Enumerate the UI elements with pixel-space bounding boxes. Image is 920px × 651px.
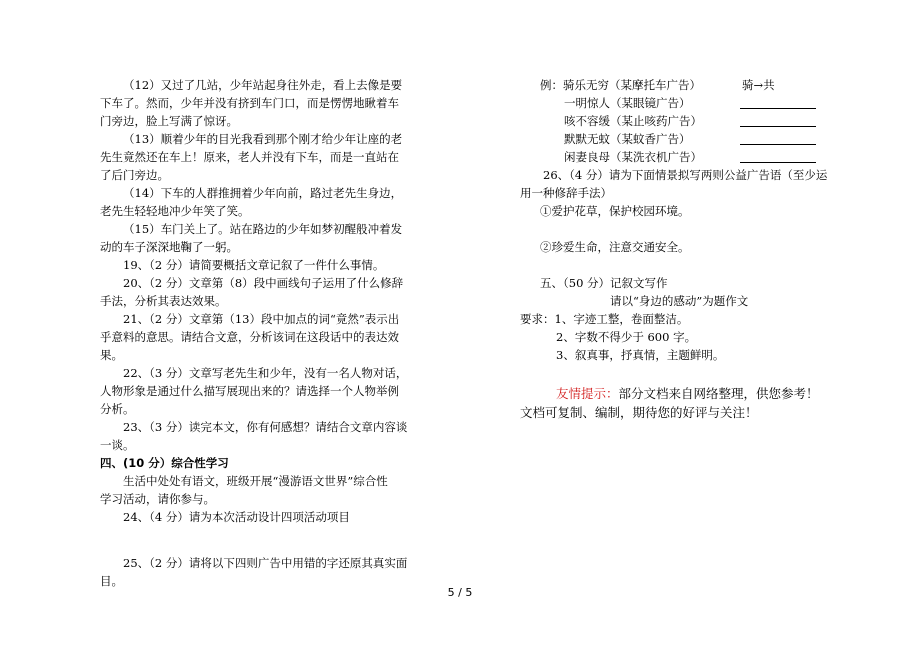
scenario-1: ①爱护花草，保护校园环境。	[540, 204, 690, 218]
right-column	[520, 76, 850, 364]
question-24: 24、（4 分）请为本次活动设计四项活动项目	[123, 510, 350, 524]
answer-space	[100, 526, 410, 554]
paragraph-13: （13）顺着少年的目光我看到那个刚才给少年让座的老 先生竟然还在车上！原来，老人并没有下车，而是一直站在 了后门旁边。	[100, 132, 403, 182]
ad-row: 闲妻良母（某洗衣机广告）	[520, 148, 850, 166]
section-4-title: 四、(10 分）综合性学习	[100, 456, 229, 470]
question-26: 26、（4 分）请为下面情景拟写两则公益广告语（至少运 用一种修辞手法）	[520, 168, 828, 200]
paragraph-14: （14）下车的人群推拥着少年向前，路过老先生身边， 老先生轻轻地冲少年笑了笑。	[100, 186, 403, 218]
page-number: 5 / 5	[447, 586, 473, 599]
section-4-intro: 生活中处处有语文，班级开展“漫游语文世界”综合性 学习活动，请你参与。	[100, 474, 388, 506]
tip-label: 友情提示：	[556, 386, 619, 401]
tip-text-1: 部分文档来自网络整理，供您参考！	[618, 386, 819, 401]
answer-blank	[740, 126, 816, 127]
question-25: 25、（2 分）请将以下四则广告中用错的字还原其真实面 目。	[100, 556, 408, 588]
paragraph-15: （15）车门关上了。站在路边的少年如梦初醒般冲着发 动的车子深深地鞠了一躬。	[100, 222, 403, 254]
left-column	[100, 76, 410, 590]
ad-example-row: 例：骑乐无穷（某摩托车广告） 骑→共	[540, 78, 775, 92]
requirement-3: 3、叙真事，抒真情，主题鲜明。	[556, 348, 725, 362]
scenario-2: ②珍爱生命，注意交通安全。	[540, 240, 690, 254]
answer-blank	[740, 144, 816, 145]
question-22: 22、（3 分）文章写老先生和少年，没有一名人物对话， 人物形象是通过什么描写展现出来的？请选择一个人物举例 分析。	[100, 366, 408, 416]
friendly-tip	[520, 384, 819, 422]
ad-row: 咳不容缓（某止咳药广告）	[520, 112, 850, 130]
ad-row: 默默无蚊（某蚊香广告）	[520, 130, 850, 148]
question-20: 20、（2 分）文章第（8）段中画线句子运用了什么修辞 手法，分析其表达效果。	[100, 276, 404, 308]
section-5-title: 五、（50 分）记叙文写作	[540, 276, 668, 290]
question-19: 19、（2 分）请简要概括文章记叙了一件什么事情。	[123, 258, 385, 272]
question-21: 21、（2 分）文章第（13）段中加点的词“竟然”表示出 乎意料的意思。请结合文意，分析该词在这段话中的表达效 果。	[100, 312, 400, 362]
requirement-1: 要求：1、字迹工整，卷面整洁。	[520, 312, 689, 326]
question-23: 23、（3 分）读完本文，你有何感想？请结合文章内容谈 一谈。	[100, 420, 408, 452]
answer-blank	[740, 108, 816, 109]
answer-blank	[740, 162, 816, 163]
requirement-2: 2、字数不得少于 600 字。	[556, 330, 697, 344]
ad-row: 一明惊人（某眼镜广告）	[520, 94, 850, 112]
tip-text-2: 文档可复制、编制，期待您的好评与关注！	[520, 405, 758, 420]
essay-prompt: 请以“身边的感动”为题作文	[610, 294, 749, 308]
paragraph-12: （12）又过了几站，少年站起身往外走，看上去像是要 下车了。然而，少年并没有挤到车门口，而是愣愣地瞅着车 门旁边，脸上写满了惊讶。	[100, 78, 403, 128]
